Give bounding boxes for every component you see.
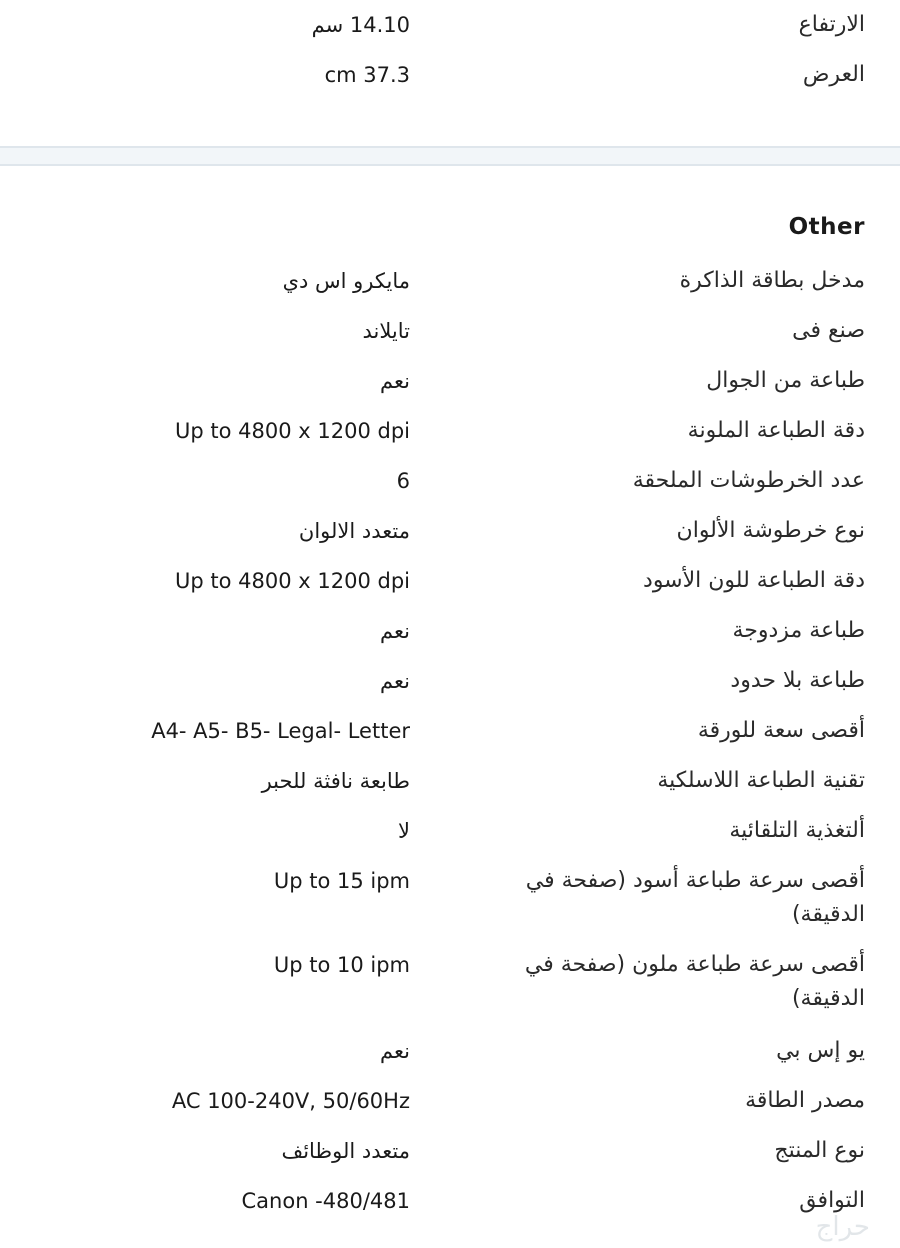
spec-label: أقصى سعة للورقة	[697, 718, 865, 743]
spec-value: Up to 4800 x 1200 dpi	[175, 419, 410, 443]
spec-value: A4- A5- B5- Legal- Letter	[151, 719, 410, 743]
spec-label: الارتفاع	[798, 12, 865, 37]
spec-label: دقة الطباعة الملونة	[687, 418, 865, 443]
spec-value: متعدد الالوان	[298, 519, 410, 543]
spec-label: مدخل بطاقة الذاكرة	[679, 268, 865, 293]
section-title: Other	[788, 214, 865, 240]
spec-value: نعم	[380, 669, 410, 693]
spec-value: cm 37.3	[324, 63, 410, 87]
spec-label: نوع المنتج	[774, 1138, 865, 1163]
spec-label: طباعة بلا حدود	[730, 668, 865, 693]
spec-value: طابعة نافثة للحبر	[261, 769, 410, 793]
spec-label: نوع خرطوشة الألوان	[676, 518, 865, 543]
spec-label: أقصى سرعة طباعة أسود (صفحة في الدقيقة)	[525, 868, 865, 927]
spec-label: عدد الخرطوشات الملحقة	[632, 468, 865, 493]
spec-value: نعم	[380, 619, 410, 643]
spec-value: تايلاند	[362, 319, 410, 343]
spec-label: أقصى سرعة طباعة ملون (صفحة في الدقيقة)	[524, 952, 865, 1011]
spec-label: صنع فى	[792, 318, 865, 343]
spec-value: Up to 15 ipm	[273, 869, 410, 893]
spec-value: مايكرو اس دي	[282, 269, 410, 293]
haraj-watermark: حراج	[815, 1212, 870, 1242]
spec-label: دقة الطباعة للون الأسود	[643, 568, 865, 593]
section-divider	[0, 146, 900, 166]
spec-value: لا	[398, 819, 410, 843]
spec-label: طباعة مزدوجة	[732, 618, 865, 643]
spec-value: 14.10 سم	[311, 13, 410, 37]
spec-label: يو إس بي	[776, 1038, 865, 1063]
spec-value: نعم	[380, 1039, 410, 1063]
spec-value: Canon -480/481	[241, 1189, 410, 1213]
spec-value: 6	[396, 469, 410, 493]
spec-label: العرض	[802, 62, 865, 87]
spec-value: Up to 10 ipm	[273, 953, 410, 977]
spec-value: متعدد الوظائف	[281, 1139, 410, 1163]
spec-value: AC 100-240V, 50/60Hz	[171, 1089, 410, 1113]
spec-value: نعم	[380, 369, 410, 393]
spec-label: مصدر الطاقة	[745, 1088, 865, 1113]
spec-label: ألتغذية التلقائية	[729, 818, 865, 843]
spec-label: تقنية الطباعة اللاسلكية	[657, 768, 865, 793]
spec-label: طباعة من الجوال	[706, 368, 865, 393]
spec-value: Up to 4800 x 1200 dpi	[175, 569, 410, 593]
spec-label: التوافق	[799, 1188, 865, 1213]
